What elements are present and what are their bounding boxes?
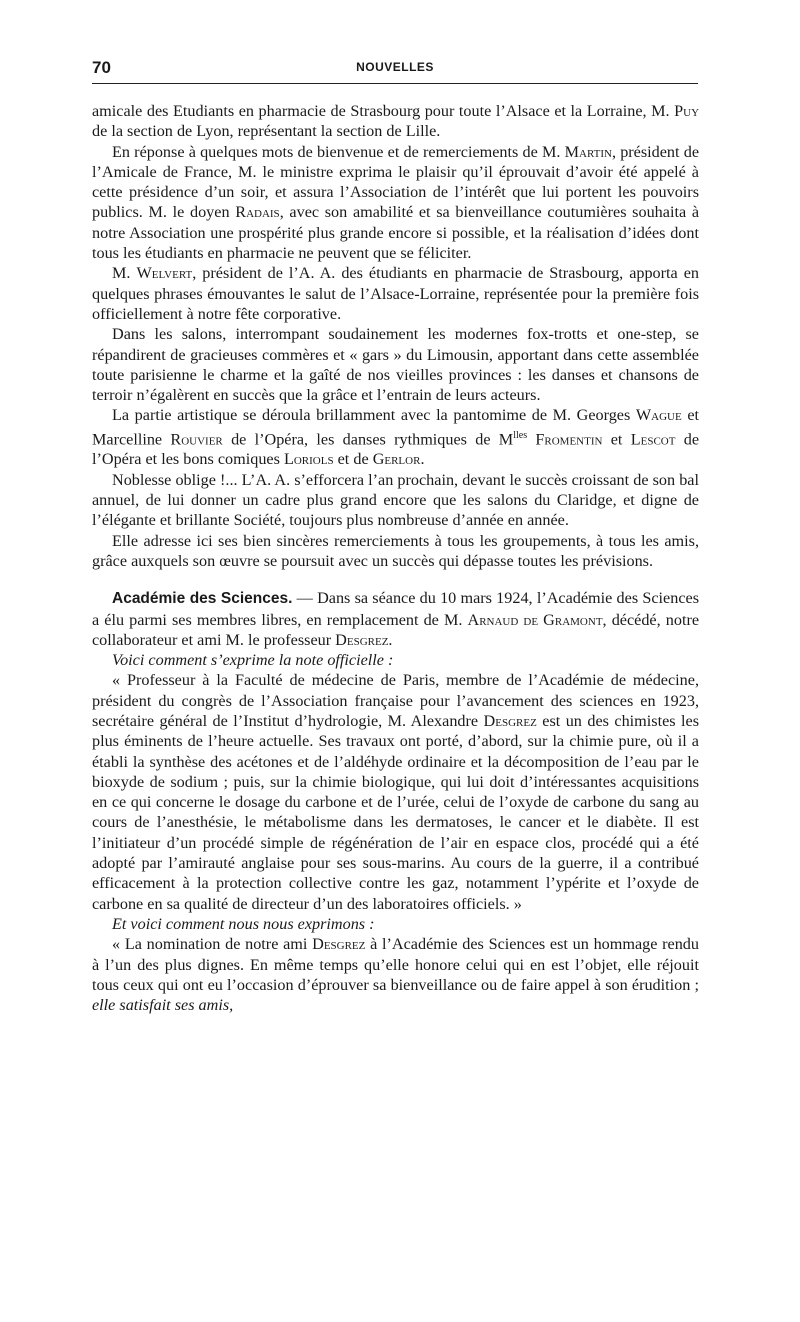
person-name: Welvert (136, 264, 193, 283)
paragraph-minister-reply: En réponse à quelques mots de bienvenue et de remerciements de M. Martin, président de l’Amicale de France, M. le ministre exprima le plaisir qu’il éprouvait d’avoir été appelé à cette présidence d’un soir, et assura l’Association de l’intérêt que lui portent les pouvoirs publics. M. le doyen Radais, avec son amabilité et sa bienveillance coutumières souhaita à notre Association une prospérité plus grande encore si possible, et la réalisation d’idées dont tous les étudiants en pharmacie ne peuvent que se féliciter. (92, 142, 700, 263)
paragraph-noblesse: Noblesse oblige !... L’A. A. s’efforcera l’an prochain, devant le succès croissant de son bal annuel, de lui donner un cadre plus grand encore que les salons du Claridge, et digne de l’élégante et brillante Société, toujours plus nombreuse d’année en année. (92, 470, 699, 530)
article-body (92, 101, 699, 1015)
person-name: Desgrez (335, 630, 389, 649)
header-rule (92, 83, 698, 84)
paragraph-note-intro: Voici comment s’exprime la note officielle : (112, 651, 394, 670)
person-name: Desgrez (483, 712, 537, 730)
paragraph-academie: Académie des Sciences. — Dans sa séance du 10 mars 1924, l’Académie des Sciences a élu parmi ses membres libres, en remplacement de M. Arnaud de Gramont, décédé, notre collaborateur et ami M. le professeur Desgrez. (92, 589, 700, 649)
paragraph-artistic: La partie artistique se déroula brillamment avec la pantomime de M. Georges Wague et Marcelline Rouvier de l’Opéra, les danses rythmiques de $M^{lles}$ Fromentin et Lescot de l’Opéra et les bons comiques Loriols et de Gerlor. (92, 406, 700, 469)
person-name: Rouvier (170, 430, 223, 449)
paragraph-our-statement: « La nomination de notre ami Desgrez à l’Académie des Sciences est un hommage rendu à l’un des plus dignes. En même temps qu’elle honore celui qui en est l’objet, elle réjouit tous ceux qui ont eu l’occasion d’éprouver sa bienveillance ou de faire appel à son érudition ; elle satisfait ses amis, (92, 935, 699, 1015)
paragraph-salons: Dans les salons, interrompant soudainement les modernes fox-trotts et one-step, se répandirent de gracieuses commères et « gars » du Limousin, apportant dans cette assemblée toute parisienne le charme et la gaîté de nos vieilles provinces : les danses et chansons de terroir n’égalèrent en succès que la grâce et l’entrain de leurs acteurs. (92, 325, 699, 405)
section-heading: Académie des Sciences. (112, 590, 293, 608)
person-name: Radais (235, 203, 280, 222)
running-title: NOUVELLES (356, 60, 434, 74)
page-number: 70 (92, 58, 111, 77)
paragraph-continuation: amicale des Etudiants en pharmacie de Strasbourg pour toute l’Alsace et la Lorraine, M. Puy de la section de Lyon, représentant la section de Lille. (92, 102, 700, 141)
page-header (92, 58, 698, 80)
person-name: Martin (564, 142, 612, 161)
person-name: Wague (635, 406, 682, 425)
person-name: Loriols (283, 450, 334, 469)
person-name: Gerlor (372, 450, 421, 469)
person-name: Arnaud de Gramont (467, 610, 603, 629)
paragraph-thanks: Elle adresse ici ses bien sincères remerciements à tous les groupements, à tous les amis, grâce auxquels son œuvre se poursuit avec un succès qui dépasse toutes les prévisions. (92, 531, 699, 570)
paragraph-our-intro: Et voici comment nous nous exprimons : (112, 914, 375, 933)
person-name: Desgrez (312, 935, 366, 954)
person-name: Puy (674, 102, 700, 120)
paragraph-official-note: « Professeur à la Faculté de médecine de Paris, membre de l’Académie de médecine, président du congrès de l’Association française pour l’avancement des sciences en 1923, secrétaire général de l’Institut d’hydrologie, M. Alexandre Desgrez est un des chimistes les plus éminents de l’heure actuelle. Ses travaux ont porté, d’abord, sur la chimie pure, où il a établi la synthèse des acétones et de l’aldéhyde ordinaire et la décomposition de l’eau par le bioxyde de sodium ; puis, sur la chimie biologique, qui lui doit d’intéressantes acquisitions en ce qui concerne le dosage du carbone et de l’urée, celui de l’oxyde de carbone du sang au cours de l’anesthésie, le métabolisme dans les dermatoses, le cancer et le diabète. Il est l’initiateur d’un procédé simple de régénération de l’air en espace clos, procédé qui a été adopté par l’amirauté anglaise pour ses sous-marins. Au cours de la guerre, il a contribué efficacement à la protection collective contre les gaz, notamment l’ypérite et l’oxyde de carbone en sa qualité de directeur d’un des laboratoires officiels. » (92, 671, 699, 913)
person-name: Fromentin (535, 430, 603, 449)
person-name: Lescot (630, 430, 676, 449)
paragraph-welvert: M. Welvert, président de l’A. A. des étudiants en pharmacie de Strasbourg, apporta en quelques phrases émouvantes le salut de l’Alsace-Lorraine, représentée pour la première fois officiellement à notre fête corporative. (92, 264, 700, 323)
